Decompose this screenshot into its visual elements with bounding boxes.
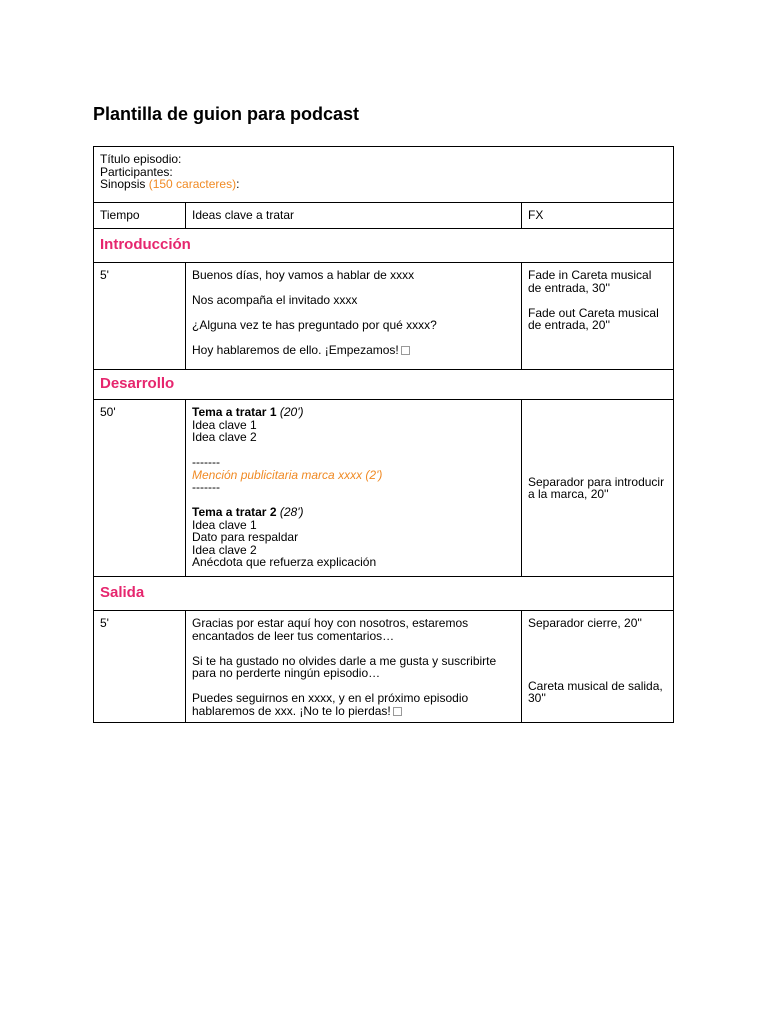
tema2-time: (28'): [279, 505, 304, 519]
sinopsis-label: Sinopsis: [100, 177, 146, 191]
intro-ideas: [186, 263, 522, 370]
section-label: Desarrollo: [100, 375, 175, 393]
mencion-publicitaria: Mención publicitaria marca xxxx (2'): [192, 467, 383, 482]
tema2-label: Tema a tratar 2: [192, 505, 277, 519]
separator-line: -------: [192, 480, 220, 494]
section-desarrollo-label: [94, 370, 674, 400]
intro-line-last: [192, 344, 515, 357]
separator-line: -------: [192, 455, 220, 469]
section-label: Introducción: [100, 236, 191, 254]
salida-time: 5': [94, 611, 186, 723]
salida-paragraph: Puedes seguirnos en xxxx, y en el próximo episodio hablaremos de xxx. ¡No te lo pierdas!: [192, 691, 469, 718]
intro-fx-line: Fade in Careta musical de entrada, 30'': [528, 268, 652, 295]
section-desarrollo-row: [94, 370, 674, 400]
sinopsis-line: [100, 178, 667, 191]
salida-ideas: [186, 611, 522, 723]
intro-line: ¿Alguna vez te has preguntado por qué xxxx?: [192, 318, 437, 332]
script-table: [93, 146, 674, 723]
intro-time: 5': [94, 263, 186, 370]
checkbox-icon: [393, 707, 402, 716]
tema1-label: Tema a tratar 1: [192, 405, 277, 419]
section-salida-row: [94, 577, 674, 611]
desarrollo-content-row: [94, 400, 674, 577]
salida-paragraph-last: [192, 692, 515, 717]
checkbox-icon: [401, 346, 410, 355]
section-intro-row: [94, 229, 674, 263]
sinopsis-hint: (150 caracteres): [148, 177, 237, 191]
page-title: Plantilla de guion para podcast: [93, 104, 360, 124]
col-ideas: Ideas clave a tratar: [186, 203, 522, 229]
participantes-label: Participantes:: [100, 164, 173, 179]
tema2-item: Anécdota que refuerza explicación: [192, 555, 377, 569]
intro-line: Hoy hablaremos de ello. ¡Empezamos!: [192, 343, 399, 357]
intro-fx-line: Fade out Careta musical de entrada, 20'': [528, 305, 659, 332]
salida-paragraph: Gracias por estar aquí hoy con nosotros, estaremos encantados de leer tus comentarios…: [192, 616, 469, 643]
col-fx: FX: [522, 203, 674, 229]
salida-content-row: [94, 611, 674, 723]
tema2-heading: [192, 506, 515, 519]
section-label: Salida: [100, 584, 145, 602]
col-tiempo: Tiempo: [94, 203, 186, 229]
tema1-item: Idea clave 1: [192, 417, 257, 432]
desarrollo-time: 50': [94, 400, 186, 577]
tema2-item: Dato para respaldar: [192, 530, 299, 544]
episode-info-cell: [94, 147, 674, 203]
titulo-label: Título episodio:: [100, 152, 182, 166]
tema2-item: Idea clave 1: [192, 517, 257, 532]
intro-line: Buenos días, hoy vamos a hablar de xxxx: [192, 268, 415, 282]
sinopsis-colon: :: [236, 177, 240, 191]
desarrollo-fx: Separador para introducir a la marca, 20'': [522, 400, 674, 577]
section-salida-label: [94, 577, 674, 611]
tema1-item: Idea clave 2: [192, 430, 257, 444]
intro-content-row: [94, 263, 674, 370]
salida-paragraph: Si te ha gustado no olvides darle a me gusta y suscribirte para no perderte ningún episodio…: [192, 653, 497, 680]
salida-fx-line: Separador cierre, 20'': [528, 616, 642, 630]
tema2-item: Idea clave 2: [192, 542, 257, 557]
tema1-heading: [192, 406, 515, 419]
intro-line: Nos acompaña el invitado xxxx: [192, 293, 358, 307]
section-intro-label: [94, 229, 674, 263]
tema1-time: (20'): [279, 405, 304, 419]
desarrollo-ideas: [186, 400, 522, 577]
column-header-row: [94, 203, 674, 229]
intro-fx: [522, 263, 674, 370]
salida-fx: [522, 611, 674, 723]
episode-info-row: [94, 147, 674, 203]
salida-fx-line: Careta musical de salida, 30'': [528, 678, 663, 705]
